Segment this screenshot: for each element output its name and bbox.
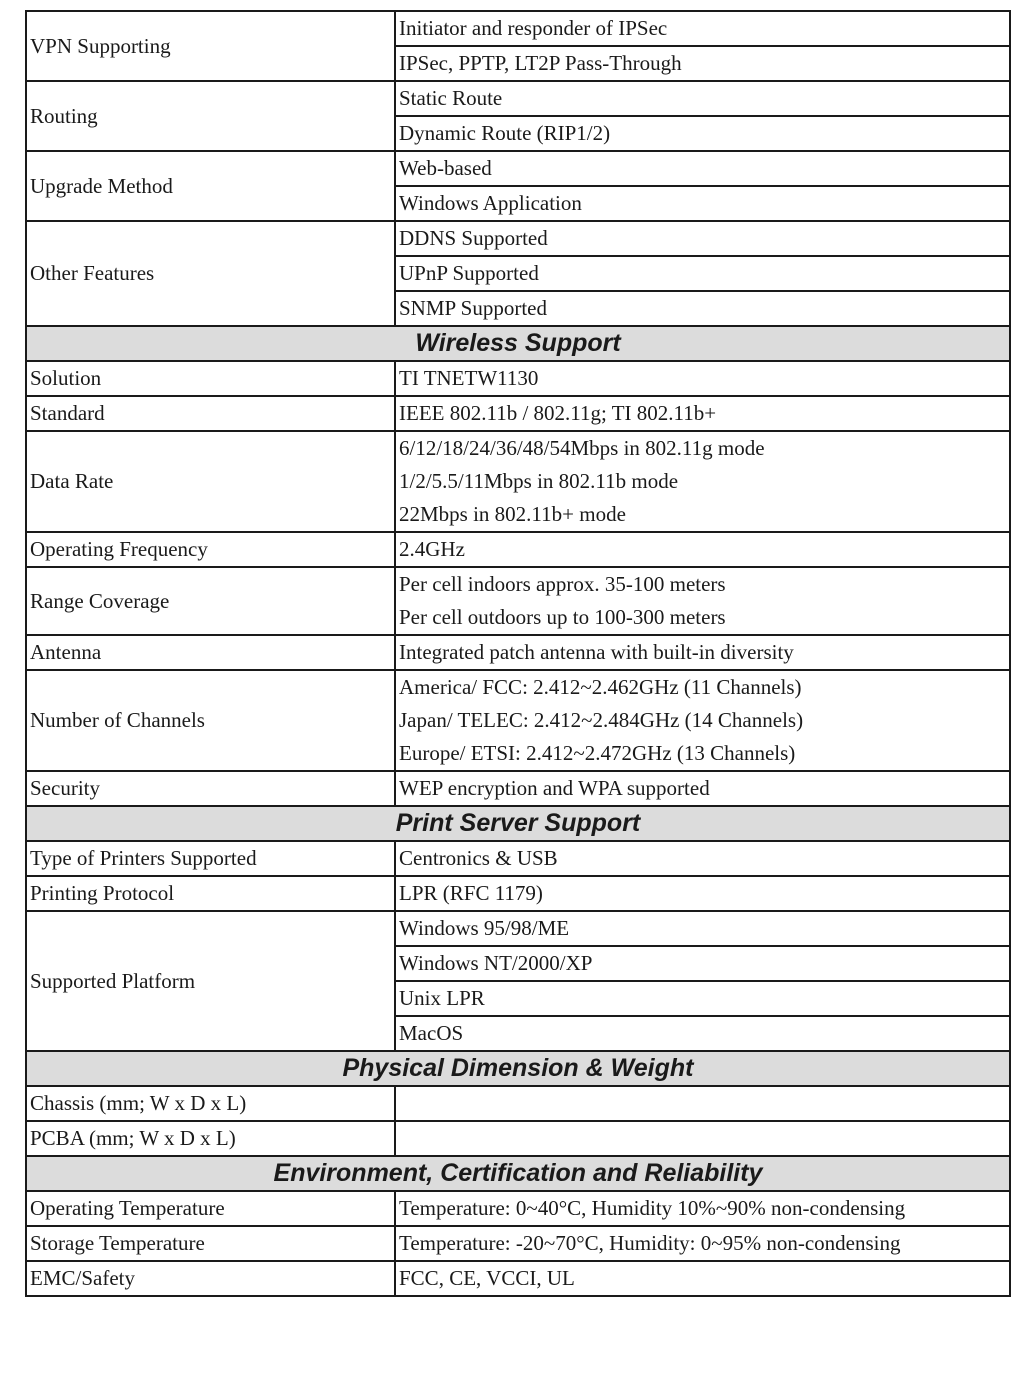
table-row bbox=[26, 567, 1010, 601]
table-row bbox=[26, 841, 1010, 876]
spec-value: TI TNETW1130 bbox=[395, 361, 1010, 396]
table-row bbox=[26, 396, 1010, 431]
table-row bbox=[26, 81, 1010, 116]
spec-label-storage-temp: Storage Temperature bbox=[26, 1226, 395, 1261]
spec-value: 22Mbps in 802.11b+ mode bbox=[395, 498, 1010, 532]
table-row bbox=[26, 361, 1010, 396]
table-row bbox=[26, 11, 1010, 46]
spec-value: 2.4GHz bbox=[395, 532, 1010, 567]
spec-label-range: Range Coverage bbox=[26, 567, 395, 635]
spec-label-channels: Number of Channels bbox=[26, 670, 395, 771]
section-heading-print: Print Server Support bbox=[26, 806, 1010, 841]
table-row bbox=[26, 431, 1010, 465]
spec-value: IPSec, PPTP, LT2P Pass-Through bbox=[395, 46, 1010, 81]
spec-value: Unix LPR bbox=[395, 981, 1010, 1016]
table-row bbox=[26, 151, 1010, 186]
section-heading-wireless: Wireless Support bbox=[26, 326, 1010, 361]
spec-label-solution: Solution bbox=[26, 361, 395, 396]
spec-value: 6/12/18/24/36/48/54Mbps in 802.11g mode bbox=[395, 431, 1010, 465]
spec-value: Per cell outdoors up to 100-300 meters bbox=[395, 601, 1010, 635]
spec-label-chassis: Chassis (mm; W x D x L) bbox=[26, 1086, 395, 1121]
spec-label-protocol: Printing Protocol bbox=[26, 876, 395, 911]
table-row bbox=[26, 1226, 1010, 1261]
spec-label-platform: Supported Platform bbox=[26, 911, 395, 1051]
spec-value: FCC, CE, VCCI, UL bbox=[395, 1261, 1010, 1296]
table-row bbox=[26, 221, 1010, 256]
table-row bbox=[26, 670, 1010, 704]
spec-value: Web-based bbox=[395, 151, 1010, 186]
spec-value: Temperature: -20~70°C, Humidity: 0~95% non-condensing bbox=[395, 1226, 1010, 1261]
section-heading-physical: Physical Dimension & Weight bbox=[26, 1051, 1010, 1086]
table-row bbox=[26, 635, 1010, 670]
spec-value: Windows NT/2000/XP bbox=[395, 946, 1010, 981]
spec-value: Static Route bbox=[395, 81, 1010, 116]
table-row bbox=[26, 1261, 1010, 1296]
spec-value: Initiator and responder of IPSec bbox=[395, 11, 1010, 46]
table-row bbox=[26, 876, 1010, 911]
spec-label-data-rate: Data Rate bbox=[26, 431, 395, 532]
spec-value: UPnP Supported bbox=[395, 256, 1010, 291]
spec-value: Centronics & USB bbox=[395, 841, 1010, 876]
spec-value: Europe/ ETSI: 2.412~2.472GHz (13 Channels) bbox=[395, 737, 1010, 771]
spec-label-pcba: PCBA (mm; W x D x L) bbox=[26, 1121, 395, 1156]
spec-value: 1/2/5.5/11Mbps in 802.11b mode bbox=[395, 465, 1010, 498]
table-row bbox=[26, 1121, 1010, 1156]
section-header-row bbox=[26, 1051, 1010, 1086]
table-row bbox=[26, 532, 1010, 567]
spec-label-security: Security bbox=[26, 771, 395, 806]
spec-value: Temperature: 0~40°C, Humidity 10%~90% non-condensing bbox=[395, 1191, 1010, 1226]
spec-label-vpn: VPN Supporting bbox=[26, 11, 395, 81]
section-heading-environment: Environment, Certification and Reliability bbox=[26, 1156, 1010, 1191]
table-row bbox=[26, 1086, 1010, 1121]
specifications-table bbox=[25, 10, 1011, 1297]
spec-value: DDNS Supported bbox=[395, 221, 1010, 256]
spec-value: America/ FCC: 2.412~2.462GHz (11 Channels) bbox=[395, 670, 1010, 704]
table-row bbox=[26, 771, 1010, 806]
spec-value: Japan/ TELEC: 2.412~2.484GHz (14 Channels) bbox=[395, 704, 1010, 737]
spec-value: Windows Application bbox=[395, 186, 1010, 221]
spec-label-standard: Standard bbox=[26, 396, 395, 431]
spec-label-upgrade: Upgrade Method bbox=[26, 151, 395, 221]
spec-label-frequency: Operating Frequency bbox=[26, 532, 395, 567]
table-row bbox=[26, 1191, 1010, 1226]
spec-value: Integrated patch antenna with built-in diversity bbox=[395, 635, 1010, 670]
spec-value: MacOS bbox=[395, 1016, 1010, 1051]
spec-value: Per cell indoors approx. 35-100 meters bbox=[395, 567, 1010, 601]
spec-label-routing: Routing bbox=[26, 81, 395, 151]
spec-value: Windows 95/98/ME bbox=[395, 911, 1010, 946]
spec-value bbox=[395, 1121, 1010, 1156]
spec-value: IEEE 802.11b / 802.11g; TI 802.11b+ bbox=[395, 396, 1010, 431]
spec-value: LPR (RFC 1179) bbox=[395, 876, 1010, 911]
spec-label-printers: Type of Printers Supported bbox=[26, 841, 395, 876]
spec-label-emc: EMC/Safety bbox=[26, 1261, 395, 1296]
spec-value: Dynamic Route (RIP1/2) bbox=[395, 116, 1010, 151]
section-header-row bbox=[26, 1156, 1010, 1191]
section-header-row bbox=[26, 326, 1010, 361]
spec-value: WEP encryption and WPA supported bbox=[395, 771, 1010, 806]
section-header-row bbox=[26, 806, 1010, 841]
spec-value: SNMP Supported bbox=[395, 291, 1010, 326]
spec-label-other: Other Features bbox=[26, 221, 395, 326]
spec-label-antenna: Antenna bbox=[26, 635, 395, 670]
spec-label-op-temp: Operating Temperature bbox=[26, 1191, 395, 1226]
spec-value bbox=[395, 1086, 1010, 1121]
table-row bbox=[26, 911, 1010, 946]
